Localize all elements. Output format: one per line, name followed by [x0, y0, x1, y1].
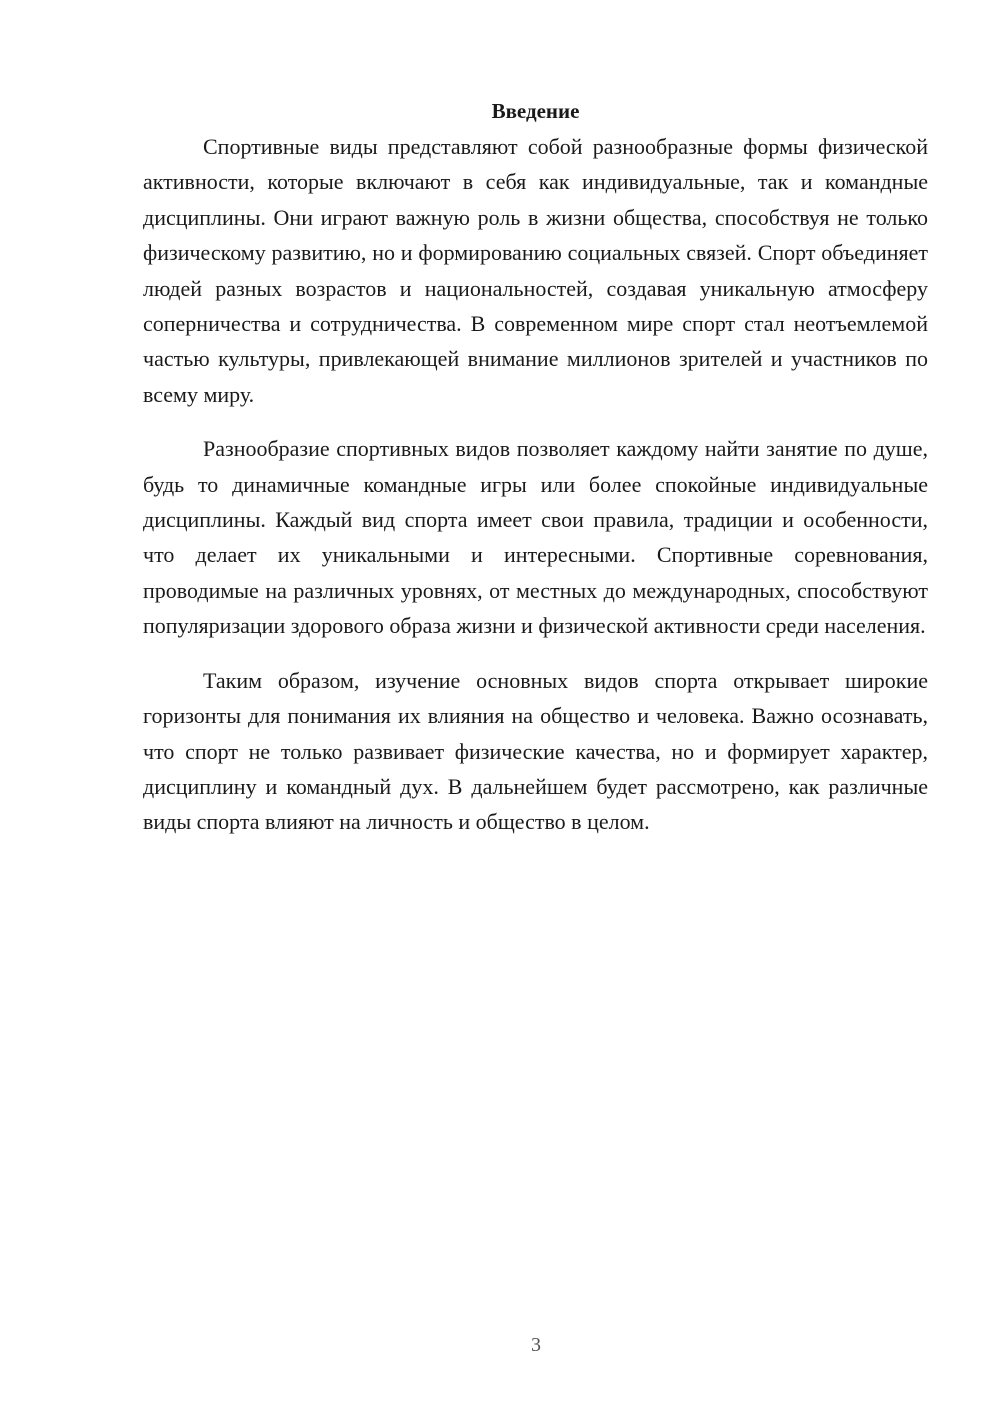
page-content: [143, 94, 928, 840]
paragraph-2: Разнообразие спортивных видов позволяет каждому найти занятие по душе, будь то динамичные командные игры или более спокойные индивидуальные дисциплины. Каждый вид спорта имеет свои правила, традиции и особенности, что делает их уникальными и интересными. Спортивные соревнования, проводимые на различных уровнях, от местных до международных, способствуют популяризации здорового образа жизни и физической активности среди населения.: [143, 436, 928, 639]
section-heading: Введение: [491, 99, 580, 123]
paragraph-3: Таким образом, изучение основных видов спорта открывает широкие горизонты для понимания их влияния на общество и человека. Важно осознавать, что спорт не только развивает физические качества, но и формирует характер, дисциплину и командный дух. В дальнейшем будет рассмотрено, как различные виды спорта влияют на личность и общество в целом.: [143, 667, 928, 835]
paragraph-1: Спортивные виды представляют собой разнообразные формы физической активности, которые включают в себя как индивидуальные, так и командные дисциплины. Они играют важную роль в жизни общества, способствуя не только физическому развитию, но и формированию социальных связей. Спорт объединяет людей разных возрастов и национальностей, создавая уникальную атмосферу соперничества и сотрудничества. В современном мире спорт стал неотъемлемой частью культуры, привлекающей внимание миллионов зрителей и участников по всему миру.: [143, 134, 928, 407]
page-number: 3: [531, 1334, 541, 1356]
